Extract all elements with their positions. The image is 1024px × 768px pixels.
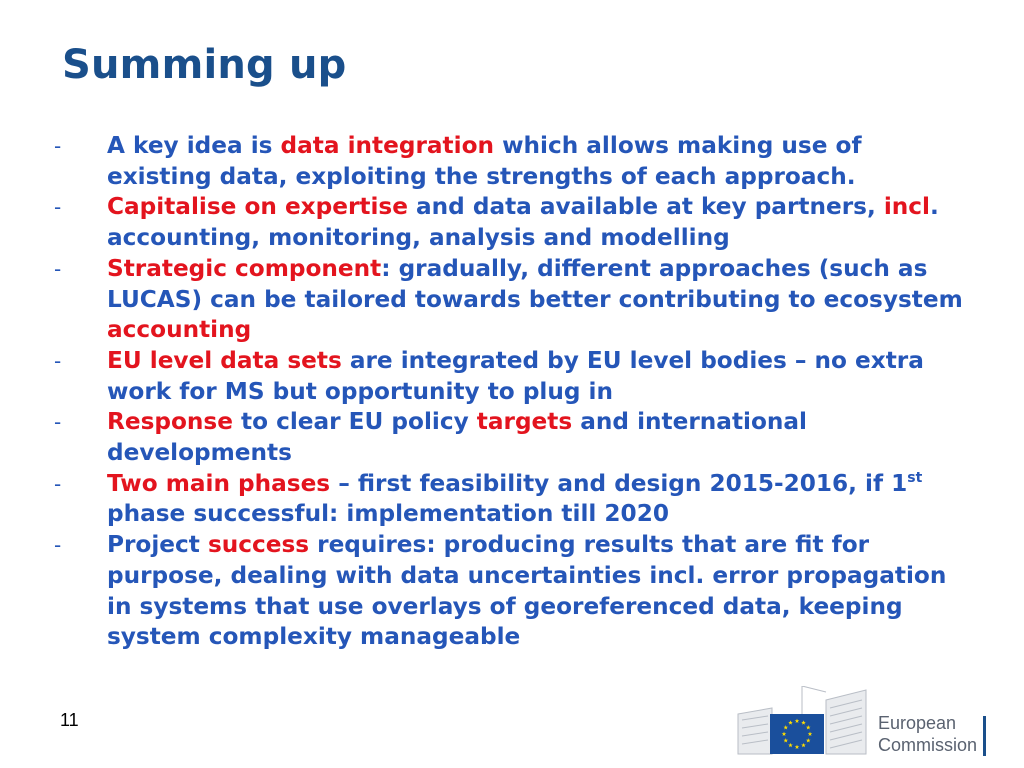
bullet-text: and data available at key partners, xyxy=(407,193,884,221)
bullet-text: which allows making use of existing data, exploiting the strengths of each approach. xyxy=(107,132,862,190)
bullet-item xyxy=(54,131,974,192)
bullet-text: are integrated by EU level bodies – no extra work for MS but opportunity to plug in xyxy=(107,346,924,405)
logo-line-2: Commission xyxy=(878,735,978,755)
highlight-text: Two main phases xyxy=(107,469,331,497)
logo-text xyxy=(878,712,977,756)
bullet-text: phase successful: implementation till 2020 xyxy=(107,500,669,528)
bullet-marker: - xyxy=(54,533,62,558)
logo-divider xyxy=(983,716,986,756)
bullet-item xyxy=(54,254,974,346)
bullet-marker: - xyxy=(54,410,62,435)
bullet-marker: - xyxy=(54,195,62,220)
bullet-text: requires: producing results that are fit for purpose, dealing with data uncertainties incl. error propagation in systems that use overlays of georeferenced data, keeping system complexity manageable xyxy=(107,531,947,651)
highlight-text: EU level data sets xyxy=(107,346,342,374)
highlight-text: Response xyxy=(107,408,233,436)
bullet-text: and international developments xyxy=(107,408,808,467)
page-number: 11 xyxy=(60,710,79,730)
bullet-marker: - xyxy=(54,134,62,158)
highlight-text: Strategic component xyxy=(107,254,382,282)
logo-line-1: European xyxy=(878,713,957,733)
eu-flag-icon xyxy=(770,714,824,754)
bullet-item xyxy=(54,346,974,407)
highlight-text: data integration xyxy=(280,132,495,159)
bullet-marker: - xyxy=(54,471,62,496)
bullet-text: A key idea is xyxy=(107,132,281,159)
bullet-marker: - xyxy=(54,348,62,373)
bullet-item xyxy=(54,530,974,653)
bullet-text: st xyxy=(907,469,923,486)
bullet-item xyxy=(54,192,974,253)
highlight-text: accounting xyxy=(107,316,252,344)
bullet-item xyxy=(54,407,974,468)
highlight-text: targets xyxy=(476,408,573,436)
highlight-text: Capitalise on expertise xyxy=(107,193,408,221)
bullet-list xyxy=(54,131,974,653)
bullet-text: . accounting, monitoring, analysis and modelling xyxy=(107,193,939,252)
highlight-text: incl xyxy=(883,193,930,221)
bullet-text: – first feasibility and design 2015-2016, if 1 xyxy=(330,469,908,497)
bullet-text: Project xyxy=(107,531,208,559)
bullet-item xyxy=(54,469,974,530)
bullet-text: : gradually, different approaches (such as LUCAS) can be tailored towards better contributing to ecosystem xyxy=(107,254,963,313)
highlight-text: success xyxy=(207,531,310,559)
slide-title: Summing up xyxy=(62,42,347,88)
bullet-text: to clear EU policy xyxy=(232,408,477,436)
bullet-marker: - xyxy=(54,256,62,281)
